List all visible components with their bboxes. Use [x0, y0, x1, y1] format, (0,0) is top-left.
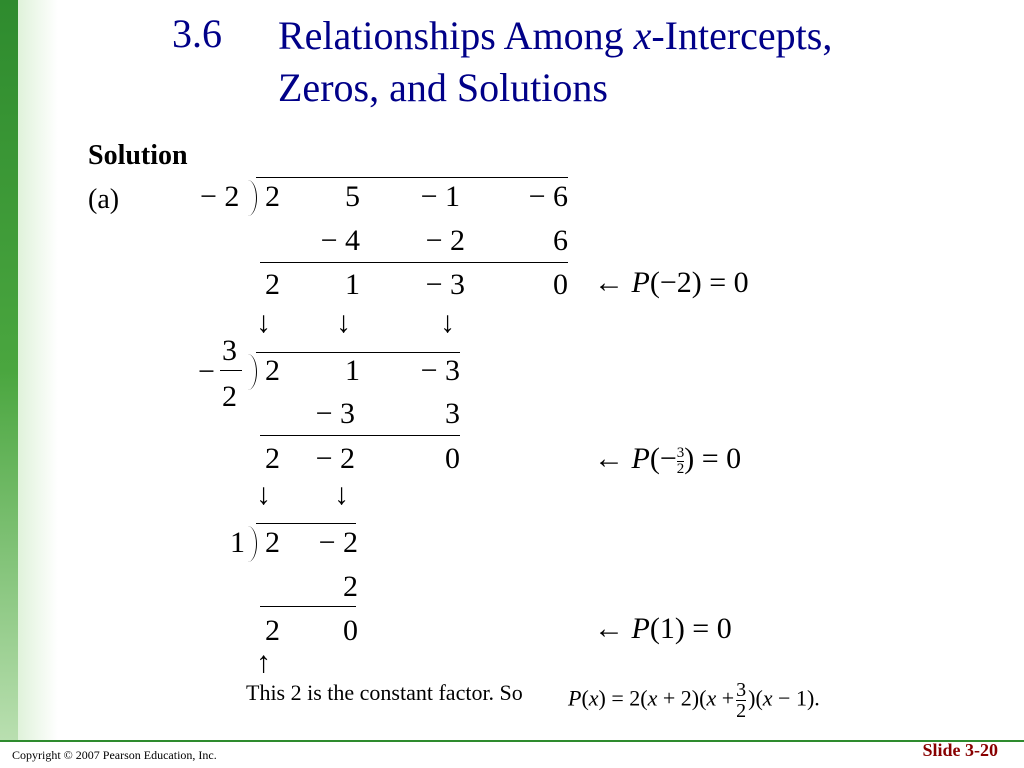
division1-product-3: 6	[553, 224, 568, 257]
annotation3-P: P	[631, 612, 650, 645]
footer-rule	[0, 740, 1024, 742]
eq-mid3: )(	[748, 685, 763, 711]
division1-result-1: 2	[265, 268, 280, 301]
eq-x4: x	[762, 685, 773, 711]
title-line2: Zeros, and Solutions	[278, 65, 608, 110]
annotation3-arrow: ←	[594, 612, 632, 645]
section-number: 3.6	[172, 11, 222, 56]
division2-topline	[256, 352, 460, 353]
eq-fraction	[736, 680, 746, 721]
division3-coef-2: − 2	[318, 526, 358, 559]
part-label: (a)	[88, 184, 120, 215]
annotation2-P: P	[631, 442, 650, 475]
down-arrow-2: ↓	[336, 306, 351, 339]
annotation1-arrow: ←	[594, 266, 632, 299]
division1-result-2: 1	[345, 268, 360, 301]
title-variable: x	[633, 13, 652, 58]
division2-divisor-den: 2	[222, 380, 237, 413]
division2-coef-1: 2	[265, 354, 280, 387]
eq-P: P	[568, 685, 582, 711]
division1-coef-4: − 6	[528, 180, 568, 213]
division2-annotation	[594, 442, 741, 477]
division3-result-2: 0	[343, 614, 358, 647]
solution-heading: Solution	[88, 140, 188, 171]
annotation2-arrow: ←	[594, 442, 632, 475]
conclusion-note: This 2 is the constant factor. So	[246, 680, 523, 705]
division3-coef-1: 2	[265, 526, 280, 559]
division2-product-1: − 3	[315, 397, 355, 430]
division2-result-2: − 2	[315, 442, 355, 475]
title-part2: -Intercepts,	[651, 13, 833, 58]
eq-mid1: ) = 2(	[598, 685, 648, 711]
sidebar-gradient	[0, 0, 18, 740]
down-arrow-5: ↓	[334, 478, 349, 511]
eq-x1: x	[588, 685, 599, 711]
division3-sumline	[260, 606, 356, 607]
eq-mid2: + 2)(	[657, 685, 707, 711]
division3-product-1: 2	[343, 570, 358, 603]
annotation1-body: (−2) = 0	[649, 266, 749, 299]
division1-sumline	[260, 262, 568, 263]
division3-topline	[256, 523, 356, 524]
annotation2-open: (−	[649, 442, 677, 475]
down-arrow-4: ↓	[256, 478, 271, 511]
division1-coef-2: 5	[345, 180, 360, 213]
division2-product-2: 3	[445, 397, 460, 430]
division2-coef-2: 1	[345, 354, 360, 387]
copyright-text: Copyright © 2007 Pearson Education, Inc.	[12, 748, 217, 762]
up-arrow: ↑	[256, 646, 271, 679]
eq-open: (	[581, 685, 589, 711]
division2-result-1: 2	[265, 442, 280, 475]
annotation2-den: 2	[676, 460, 685, 477]
factored-equation	[568, 680, 820, 721]
slide-title	[278, 10, 978, 114]
division2-sumline	[260, 435, 460, 436]
eq-x3: x	[706, 685, 717, 711]
division1-annotation	[594, 266, 749, 300]
division2-coef-3: − 3	[420, 354, 460, 387]
division1-coef-3: − 1	[420, 180, 460, 213]
division1-product-2: − 2	[425, 224, 465, 257]
division1-topline	[256, 177, 568, 178]
sidebar-fade	[18, 0, 58, 740]
eq-num: 3	[736, 679, 747, 701]
division2-divisor-num: 3	[222, 334, 237, 367]
division3-divisor: 1	[230, 526, 245, 559]
annotation2-close: ) = 0	[684, 442, 742, 475]
division1-result-4: 0	[553, 268, 568, 301]
division1-result-3: − 3	[425, 268, 465, 301]
annotation1-P: P	[631, 266, 650, 299]
division2-sign: −	[198, 355, 215, 388]
annotation2-num: 3	[676, 444, 685, 461]
division1-divisor: − 2	[200, 180, 240, 213]
annotation3-body: (1) = 0	[649, 612, 732, 645]
division3-result-1: 2	[265, 614, 280, 647]
division1-product-1: − 4	[320, 224, 360, 257]
eq-end: − 1).	[772, 685, 820, 711]
eq-x2: x	[647, 685, 658, 711]
down-arrow-1: ↓	[256, 306, 271, 339]
down-arrow-3: ↓	[440, 306, 455, 339]
eq-plus: +	[716, 685, 735, 711]
division2-result-3: 0	[445, 442, 460, 475]
division3-annotation	[594, 612, 732, 646]
title-part1: Relationships Among	[278, 13, 634, 58]
eq-den: 2	[736, 700, 747, 722]
division1-coef-1: 2	[265, 180, 280, 213]
slide-number: Slide 3-20	[922, 740, 998, 760]
